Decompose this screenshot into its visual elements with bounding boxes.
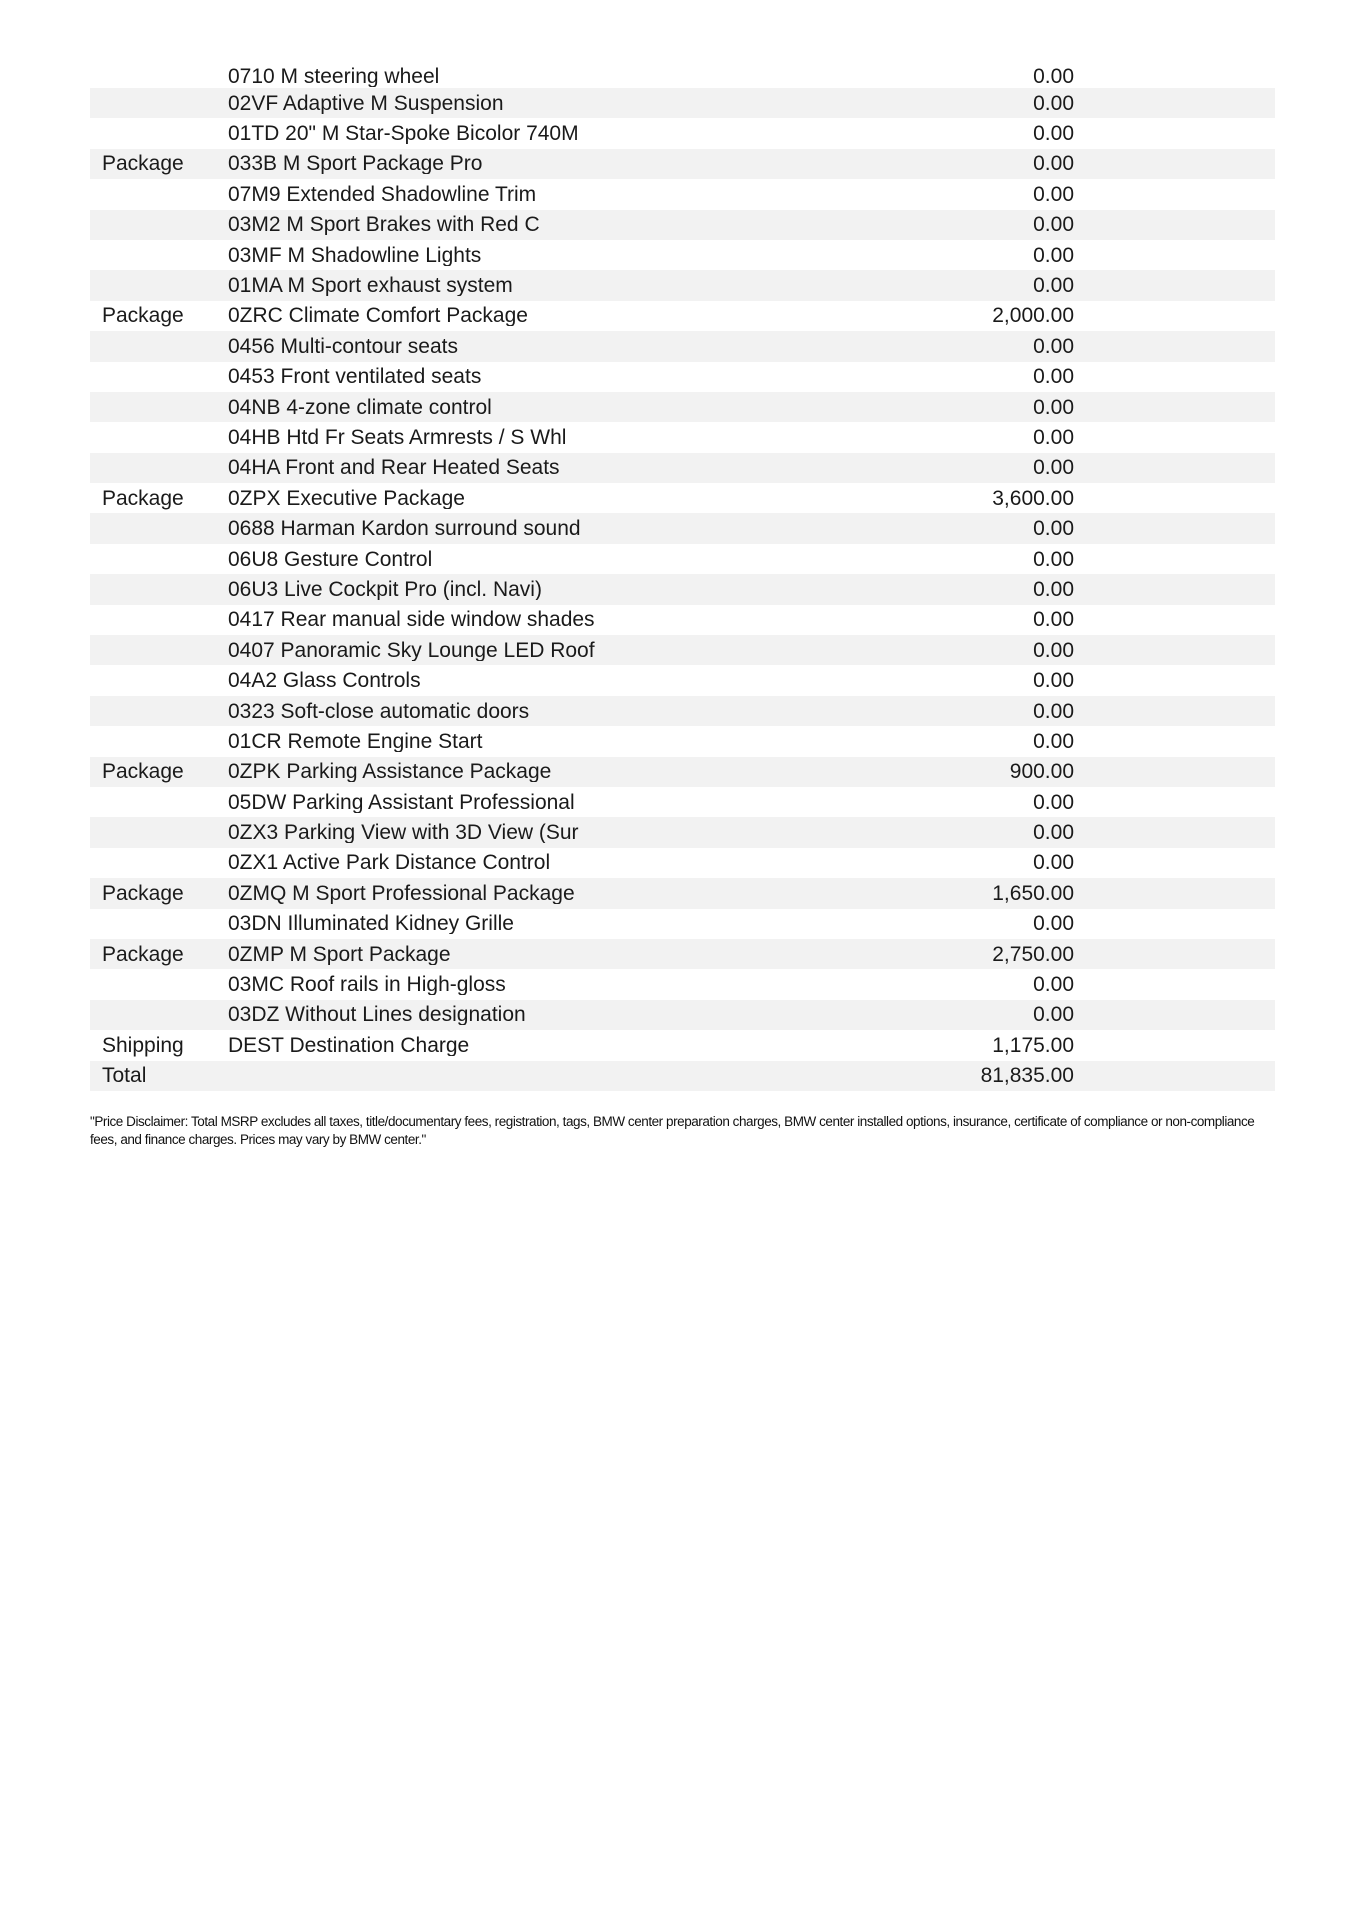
row-description: 02VF Adaptive M Suspension xyxy=(228,92,504,114)
row-category: Shipping xyxy=(102,1033,184,1057)
row-price: 0.00 xyxy=(1033,912,1074,936)
table-row xyxy=(90,88,1275,118)
row-category: Package xyxy=(102,486,184,510)
row-description: 0407 Panoramic Sky Lounge LED Roof xyxy=(228,639,595,661)
table-row xyxy=(90,757,1275,787)
row-description: 03MF M Shadowline Lights xyxy=(228,244,482,266)
row-price: 0.00 xyxy=(1033,821,1074,845)
table-row xyxy=(90,362,1275,392)
row-price: 0.00 xyxy=(1033,608,1074,632)
row-description: 0417 Rear manual side window shades xyxy=(228,609,595,631)
options-price-table xyxy=(90,64,1275,1091)
table-row xyxy=(90,453,1275,483)
row-description: 0453 Front ventilated seats xyxy=(228,366,482,388)
row-description: 0ZMQ M Sport Professional Package xyxy=(228,882,575,904)
row-description: 0323 Soft-close automatic doors xyxy=(228,700,530,722)
table-row xyxy=(90,483,1275,513)
row-description: 0ZMP M Sport Package xyxy=(228,943,451,965)
row-price: 0.00 xyxy=(1033,729,1074,753)
row-description: 06U3 Live Cockpit Pro (incl. Navi) xyxy=(228,578,542,600)
table-row xyxy=(90,513,1275,543)
table-row xyxy=(90,392,1275,422)
row-price: 0.00 xyxy=(1033,851,1074,875)
table-row xyxy=(90,118,1275,148)
row-category: Package xyxy=(102,304,184,328)
row-price: 0.00 xyxy=(1033,64,1074,88)
row-description: 03M2 M Sport Brakes with Red C xyxy=(228,214,540,236)
row-description: 04NB 4-zone climate control xyxy=(228,396,492,418)
row-category: Package xyxy=(102,760,184,784)
table-row xyxy=(90,574,1275,604)
row-price: 0.00 xyxy=(1033,699,1074,723)
table-row xyxy=(90,817,1275,847)
row-price: 3,600.00 xyxy=(992,486,1074,510)
row-price: 1,650.00 xyxy=(992,881,1074,905)
table-row xyxy=(90,787,1275,817)
total-row xyxy=(90,1061,1275,1091)
shipping-row xyxy=(90,1030,1275,1060)
table-row xyxy=(90,210,1275,240)
row-description: 0ZX1 Active Park Distance Control xyxy=(228,852,551,874)
row-price: 0.00 xyxy=(1033,638,1074,662)
table-row xyxy=(90,665,1275,695)
row-price: 0.00 xyxy=(1033,577,1074,601)
table-row xyxy=(90,848,1275,878)
table-row xyxy=(90,696,1275,726)
price-sheet xyxy=(90,64,1275,1162)
row-description: 05DW Parking Assistant Professional xyxy=(228,791,575,813)
row-price: 0.00 xyxy=(1033,669,1074,693)
row-price: 0.00 xyxy=(1033,365,1074,389)
row-price: 0.00 xyxy=(1033,213,1074,237)
total-price: 81,835.00 xyxy=(980,1064,1074,1088)
row-description: 03DZ Without Lines designation xyxy=(228,1004,526,1026)
row-description: 0ZPK Parking Assistance Package xyxy=(228,761,552,783)
table-row xyxy=(90,969,1275,999)
row-price: 0.00 xyxy=(1033,790,1074,814)
row-price: 1,175.00 xyxy=(992,1033,1074,1057)
table-row xyxy=(90,726,1275,756)
row-price: 0.00 xyxy=(1033,334,1074,358)
table-row xyxy=(90,149,1275,179)
row-description: 0456 Multi-contour seats xyxy=(228,335,458,357)
row-price: 2,000.00 xyxy=(992,304,1074,328)
row-description: 04HA Front and Rear Heated Seats xyxy=(228,457,560,479)
table-row xyxy=(90,878,1275,908)
row-price: 0.00 xyxy=(1033,91,1074,115)
table-row xyxy=(90,270,1275,300)
table-row xyxy=(90,939,1275,969)
row-price: 900.00 xyxy=(1009,760,1074,784)
row-description: 033B M Sport Package Pro xyxy=(228,153,483,175)
row-price: 0.00 xyxy=(1033,425,1074,449)
row-price: 0.00 xyxy=(1033,395,1074,419)
row-price: 0.00 xyxy=(1033,122,1074,146)
row-description: DEST Destination Charge xyxy=(228,1034,470,1056)
price-disclaimer: "Price Disclaimer: Total MSRP excludes all taxes, title/documentary fees, registration, tags, BMW center preparation charges, BMW center installed options, insurance, certificate of compliance or non-compliance fees, and finance charges. Prices may vary by BMW center." xyxy=(90,1113,1255,1147)
row-category: Package xyxy=(102,942,184,966)
table-row xyxy=(90,422,1275,452)
table-row xyxy=(90,635,1275,665)
row-description: 03MC Roof rails in High-gloss xyxy=(228,974,506,996)
row-description: 01CR Remote Engine Start xyxy=(228,730,483,752)
row-price: 0.00 xyxy=(1033,517,1074,541)
table-row xyxy=(90,240,1275,270)
row-price: 2,750.00 xyxy=(992,942,1074,966)
row-description: 0688 Harman Kardon surround sound xyxy=(228,518,581,540)
row-price: 0.00 xyxy=(1033,547,1074,571)
row-price: 0.00 xyxy=(1033,243,1074,267)
row-category: Package xyxy=(102,881,184,905)
row-description: 0ZRC Climate Comfort Package xyxy=(228,305,528,327)
table-row xyxy=(90,1000,1275,1030)
row-category: Package xyxy=(102,152,184,176)
row-description: 0ZPX Executive Package xyxy=(228,487,465,509)
table-row xyxy=(90,909,1275,939)
row-description: 03DN Illuminated Kidney Grille xyxy=(228,913,514,935)
row-description: 04HB Htd Fr Seats Armrests / S Whl xyxy=(228,426,567,448)
table-row xyxy=(90,331,1275,361)
table-row xyxy=(90,64,1275,88)
table-row xyxy=(90,179,1275,209)
row-price: 0.00 xyxy=(1033,973,1074,997)
table-row xyxy=(90,544,1275,574)
row-description: 0710 M steering wheel xyxy=(228,65,440,87)
table-row xyxy=(90,301,1275,331)
row-price: 0.00 xyxy=(1033,456,1074,480)
row-description: 01TD 20" M Star-Spoke Bicolor 740M xyxy=(228,123,579,145)
table-row xyxy=(90,605,1275,635)
row-price: 0.00 xyxy=(1033,1003,1074,1027)
row-description: 07M9 Extended Shadowline Trim xyxy=(228,183,537,205)
row-description: 04A2 Glass Controls xyxy=(228,670,421,692)
total-label: Total xyxy=(102,1064,147,1088)
row-description: 0ZX3 Parking View with 3D View (Sur xyxy=(228,822,579,844)
row-price: 0.00 xyxy=(1033,274,1074,298)
row-price: 0.00 xyxy=(1033,182,1074,206)
row-description: 06U8 Gesture Control xyxy=(228,548,433,570)
row-description: 01MA M Sport exhaust system xyxy=(228,275,513,297)
row-price: 0.00 xyxy=(1033,152,1074,176)
